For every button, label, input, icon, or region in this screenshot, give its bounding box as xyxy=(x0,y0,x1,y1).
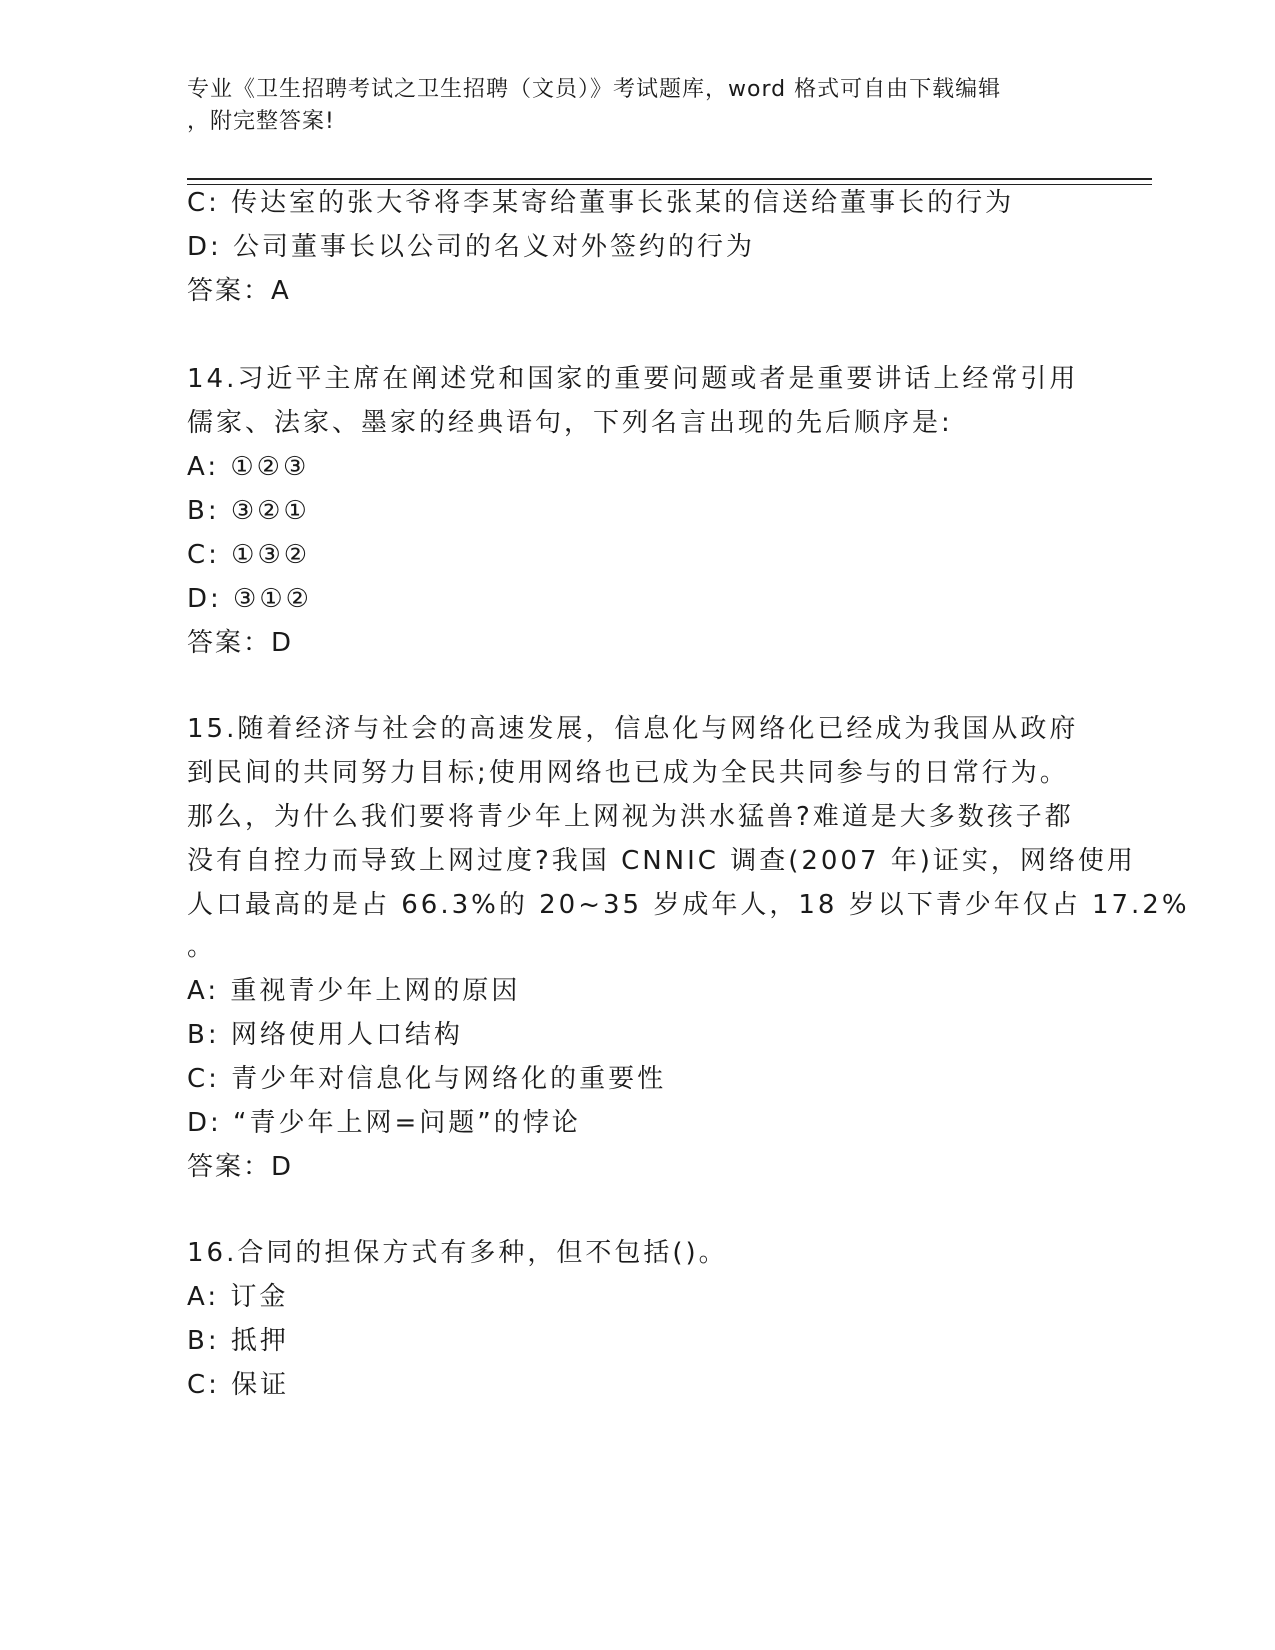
q16-stem-line-1: 16.合同的担保方式有多种，但不包括()。 xyxy=(187,1238,728,1268)
q14-option-b: B: ③②① xyxy=(187,496,310,526)
q15-option-a: A: 重视青少年上网的原因 xyxy=(187,976,521,1006)
q15-stem-line-4: 没有自控力而导致上网过度?我国 CNNIC 调查(2007 年)证实，网络使用 xyxy=(187,846,1136,876)
q14-option-c: C: ①③② xyxy=(187,540,311,570)
q15-stem-line-3: 那么，为什么我们要将青少年上网视为洪水猛兽?难道是大多数孩子都 xyxy=(187,802,1074,832)
q16-option-a: A: 订金 xyxy=(187,1282,289,1312)
q15-option-d: D: “青少年上网=问题”的悖论 xyxy=(187,1108,581,1138)
q14-stem-line-2: 儒家、法家、墨家的经典语句，下列名言出现的先后顺序是: xyxy=(187,408,953,438)
q15-option-b: B: 网络使用人口结构 xyxy=(187,1020,463,1050)
header-divider-thin xyxy=(187,184,1152,185)
q15-stem-line-1: 15.随着经济与社会的高速发展，信息化与网络化已经成为我国从政府 xyxy=(187,714,1079,744)
q13-option-c: C: 传达室的张大爷将李某寄给董事长张某的信送给董事长的行为 xyxy=(187,188,1015,218)
header-line-1: 专业《卫生招聘考试之卫生招聘（文员）》考试题库，word 格式可自由下载编辑 xyxy=(187,77,1002,102)
q15-answer: 答案：D xyxy=(187,1152,294,1182)
q14-option-a: A: ①②③ xyxy=(187,452,310,482)
q14-stem-line-1: 14.习近平主席在阐述党和国家的重要问题或者是重要讲话上经常引用 xyxy=(187,364,1079,394)
q13-option-d: D: 公司董事长以公司的名义对外签约的行为 xyxy=(187,232,756,262)
q15-option-c: C: 青少年对信息化与网络化的重要性 xyxy=(187,1064,667,1094)
q15-stem-line-2: 到民间的共同努力目标;使用网络也已成为全民共同参与的日常行为。 xyxy=(187,758,1069,788)
q14-answer: 答案：D xyxy=(187,628,294,658)
header-line-2: ，附完整答案! xyxy=(187,109,335,134)
q15-stem-line-6: 。 xyxy=(187,932,217,962)
q16-option-b: B: 抵押 xyxy=(187,1326,289,1356)
q16-option-c: C: 保证 xyxy=(187,1370,290,1400)
q14-option-d: D: ③①② xyxy=(187,584,312,614)
document-header xyxy=(187,74,1087,138)
header-divider-thick xyxy=(187,178,1152,180)
q13-answer: 答案：A xyxy=(187,276,291,306)
q15-stem-line-5: 人口最高的是占 66.3%的 20~35 岁成年人，18 岁以下青少年仅占 17.2% xyxy=(187,890,1190,920)
